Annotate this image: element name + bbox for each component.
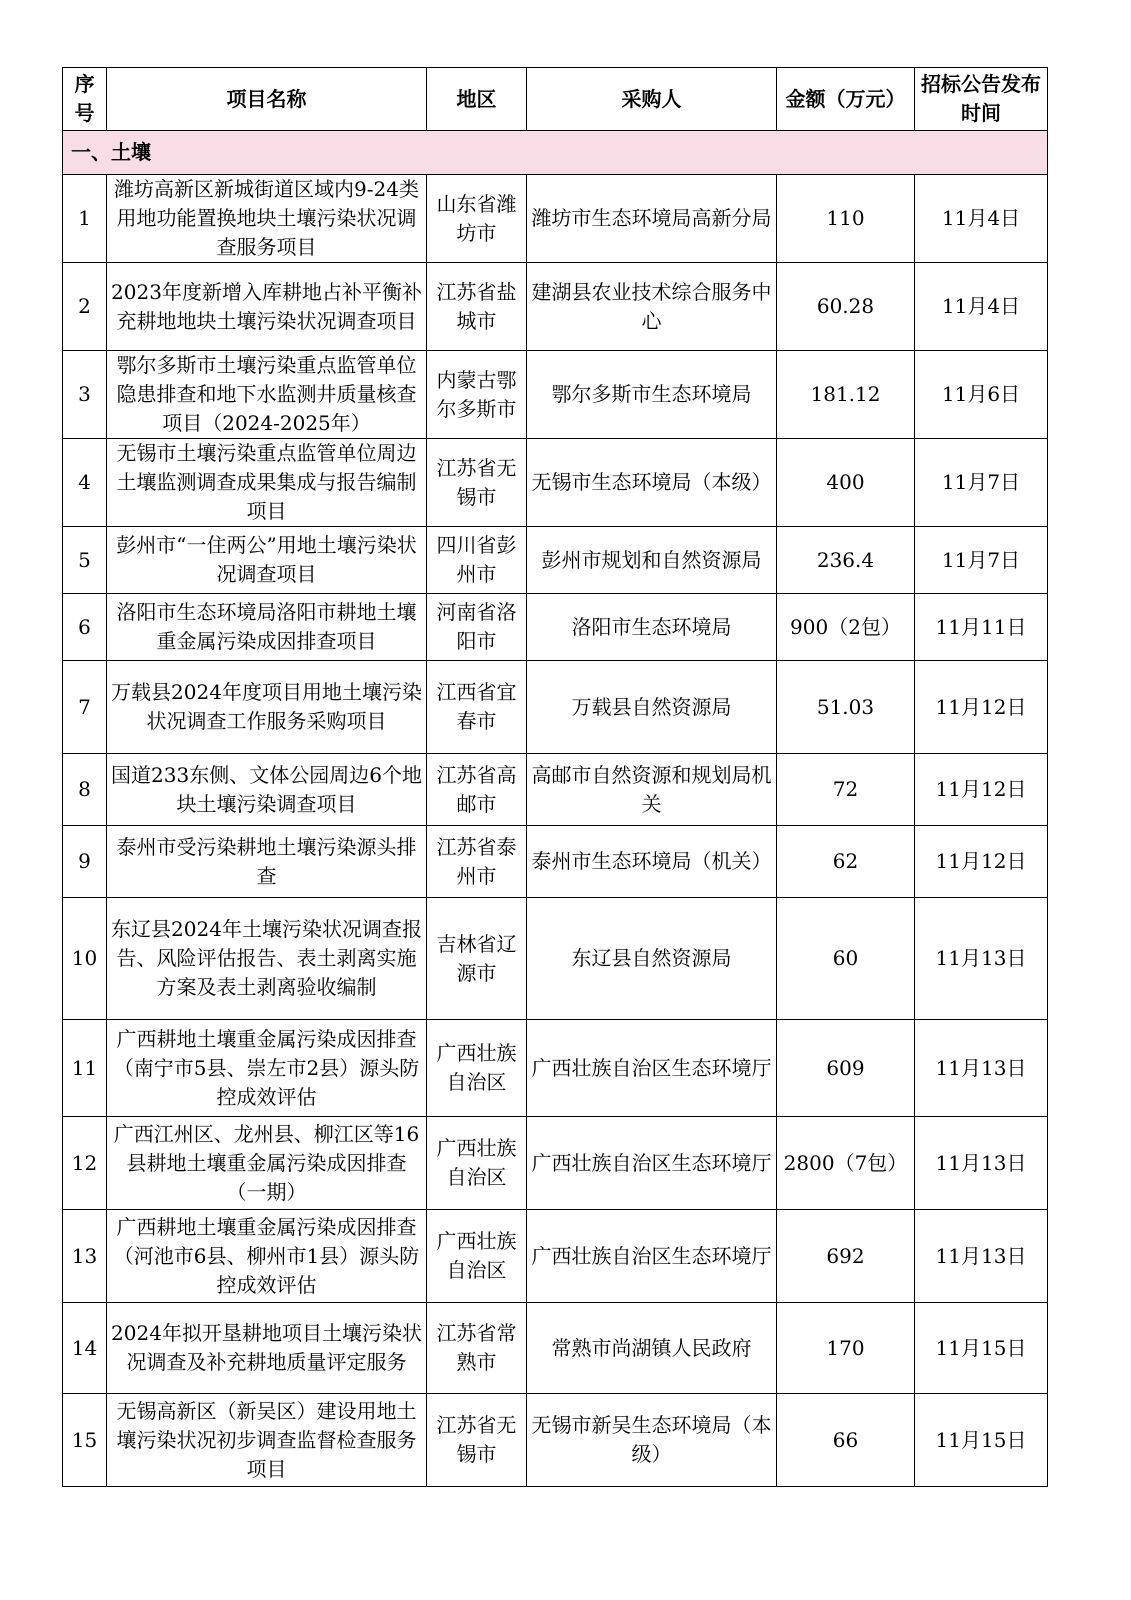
row-seq: 11 <box>63 1020 107 1117</box>
table-row <box>63 527 1048 594</box>
row-seq: 9 <box>63 826 107 898</box>
tender-table <box>62 67 1048 1487</box>
row-date: 11月12日 <box>915 754 1048 826</box>
row-amount: 66 <box>777 1394 915 1487</box>
row-date: 11月12日 <box>915 661 1048 754</box>
row-amount: 692 <box>777 1210 915 1303</box>
header-region: 地区 <box>427 68 527 131</box>
row-buyer: 广西壮族自治区生态环境厅 <box>527 1117 777 1210</box>
row-amount: 62 <box>777 826 915 898</box>
row-amount: 51.03 <box>777 661 915 754</box>
table-row <box>63 175 1048 263</box>
header-amount: 金额（万元） <box>777 68 915 131</box>
row-buyer: 无锡市新吴生态环境局（本级） <box>527 1394 777 1487</box>
table-row <box>63 1303 1048 1394</box>
row-amount: 900（2包） <box>777 594 915 661</box>
row-buyer: 无锡市生态环境局（本级） <box>527 439 777 527</box>
row-region: 江苏省无锡市 <box>427 1394 527 1487</box>
row-project-name: 潍坊高新区新城街道区域内9-24类用地功能置换地块土壤污染状况调查服务项目 <box>107 175 427 263</box>
row-amount: 110 <box>777 175 915 263</box>
row-seq: 1 <box>63 175 107 263</box>
row-project-name: 广西耕地土壤重金属污染成因排查（南宁市5县、崇左市2县）源头防控成效评估 <box>107 1020 427 1117</box>
row-region: 四川省彭州市 <box>427 527 527 594</box>
row-date: 11月4日 <box>915 263 1048 351</box>
row-project-name: 广西江州区、龙州县、柳江区等16县耕地土壤重金属污染成因排查（一期） <box>107 1117 427 1210</box>
row-project-name: 鄂尔多斯市土壤污染重点监管单位隐患排查和地下水监测井质量核查项目（2024-2025年） <box>107 351 427 439</box>
row-buyer: 万载县自然资源局 <box>527 661 777 754</box>
row-region: 广西壮族自治区 <box>427 1020 527 1117</box>
row-amount: 609 <box>777 1020 915 1117</box>
row-region: 江苏省无锡市 <box>427 439 527 527</box>
table-row <box>63 898 1048 1020</box>
table-row <box>63 439 1048 527</box>
row-seq: 6 <box>63 594 107 661</box>
row-seq: 5 <box>63 527 107 594</box>
row-seq: 3 <box>63 351 107 439</box>
row-project-name: 洛阳市生态环境局洛阳市耕地土壤重金属污染成因排查项目 <box>107 594 427 661</box>
table-row <box>63 594 1048 661</box>
row-project-name: 彭州市“一住两公”用地土壤污染状况调查项目 <box>107 527 427 594</box>
section-title: 一、土壤 <box>63 131 1048 175</box>
row-amount: 400 <box>777 439 915 527</box>
row-buyer: 东辽县自然资源局 <box>527 898 777 1020</box>
row-date: 11月7日 <box>915 439 1048 527</box>
row-seq: 12 <box>63 1117 107 1210</box>
row-region: 江苏省泰州市 <box>427 826 527 898</box>
row-seq: 8 <box>63 754 107 826</box>
table-row <box>63 1210 1048 1303</box>
table-row <box>63 351 1048 439</box>
row-amount: 60 <box>777 898 915 1020</box>
row-project-name: 无锡高新区（新吴区）建设用地土壤污染状况初步调查监督检查服务项目 <box>107 1394 427 1487</box>
row-project-name: 2024年拟开垦耕地项目土壤污染状况调查及补充耕地质量评定服务 <box>107 1303 427 1394</box>
row-buyer: 广西壮族自治区生态环境厅 <box>527 1020 777 1117</box>
row-date: 11月13日 <box>915 1020 1048 1117</box>
row-region: 江西省宜春市 <box>427 661 527 754</box>
row-buyer: 彭州市规划和自然资源局 <box>527 527 777 594</box>
row-date: 11月12日 <box>915 826 1048 898</box>
table-row <box>63 754 1048 826</box>
row-region: 内蒙古鄂尔多斯市 <box>427 351 527 439</box>
row-seq: 2 <box>63 263 107 351</box>
row-buyer: 洛阳市生态环境局 <box>527 594 777 661</box>
row-region: 广西壮族自治区 <box>427 1117 527 1210</box>
table-row <box>63 1117 1048 1210</box>
row-region: 吉林省辽源市 <box>427 898 527 1020</box>
table-row <box>63 263 1048 351</box>
row-seq: 10 <box>63 898 107 1020</box>
row-date: 11月13日 <box>915 1210 1048 1303</box>
row-seq: 15 <box>63 1394 107 1487</box>
row-buyer: 鄂尔多斯市生态环境局 <box>527 351 777 439</box>
row-buyer: 建湖县农业技术综合服务中心 <box>527 263 777 351</box>
table-row <box>63 1394 1048 1487</box>
row-buyer: 泰州市生态环境局（机关） <box>527 826 777 898</box>
row-date: 11月15日 <box>915 1303 1048 1394</box>
row-amount: 170 <box>777 1303 915 1394</box>
row-amount: 236.4 <box>777 527 915 594</box>
row-buyer: 广西壮族自治区生态环境厅 <box>527 1210 777 1303</box>
row-region: 江苏省常熟市 <box>427 1303 527 1394</box>
row-project-name: 万载县2024年度项目用地土壤污染状况调查工作服务采购项目 <box>107 661 427 754</box>
header-buyer: 采购人 <box>527 68 777 131</box>
row-date: 11月4日 <box>915 175 1048 263</box>
row-region: 河南省洛阳市 <box>427 594 527 661</box>
row-buyer: 潍坊市生态环境局高新分局 <box>527 175 777 263</box>
row-amount: 181.12 <box>777 351 915 439</box>
row-amount: 72 <box>777 754 915 826</box>
row-seq: 13 <box>63 1210 107 1303</box>
row-date: 11月15日 <box>915 1394 1048 1487</box>
header-name: 项目名称 <box>107 68 427 131</box>
table-row <box>63 826 1048 898</box>
row-region: 江苏省高邮市 <box>427 754 527 826</box>
section-row <box>63 131 1048 175</box>
header-row <box>63 68 1048 131</box>
row-region: 江苏省盐城市 <box>427 263 527 351</box>
row-seq: 4 <box>63 439 107 527</box>
row-amount: 2800（7包） <box>777 1117 915 1210</box>
row-seq: 7 <box>63 661 107 754</box>
table-row <box>63 1020 1048 1117</box>
row-region: 山东省潍坊市 <box>427 175 527 263</box>
row-buyer: 常熟市尚湖镇人民政府 <box>527 1303 777 1394</box>
row-project-name: 国道233东侧、文体公园周边6个地块土壤污染调查项目 <box>107 754 427 826</box>
row-seq: 14 <box>63 1303 107 1394</box>
row-project-name: 广西耕地土壤重金属污染成因排查（河池市6县、柳州市1县）源头防控成效评估 <box>107 1210 427 1303</box>
row-date: 11月13日 <box>915 1117 1048 1210</box>
row-project-name: 2023年度新增入库耕地占补平衡补充耕地地块土壤污染状况调查项目 <box>107 263 427 351</box>
row-buyer: 高邮市自然资源和规划局机关 <box>527 754 777 826</box>
row-project-name: 无锡市土壤污染重点监管单位周边土壤监测调查成果集成与报告编制项目 <box>107 439 427 527</box>
row-project-name: 泰州市受污染耕地土壤污染源头排查 <box>107 826 427 898</box>
row-project-name: 东辽县2024年土壤污染状况调查报告、风险评估报告、表土剥离实施方案及表土剥离验收编制 <box>107 898 427 1020</box>
row-region: 广西壮族自治区 <box>427 1210 527 1303</box>
row-date: 11月13日 <box>915 898 1048 1020</box>
row-date: 11月6日 <box>915 351 1048 439</box>
header-seq: 序号 <box>63 68 107 131</box>
row-amount: 60.28 <box>777 263 915 351</box>
row-date: 11月11日 <box>915 594 1048 661</box>
row-date: 11月7日 <box>915 527 1048 594</box>
header-date: 招标公告发布时间 <box>915 68 1048 131</box>
table-row <box>63 661 1048 754</box>
